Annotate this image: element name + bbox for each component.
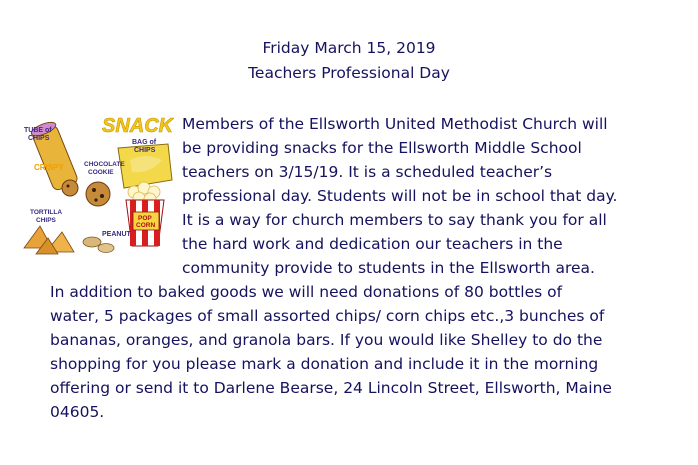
popcorn-label: POP CORN xyxy=(136,215,156,229)
intro-line: teachers on 3/15/19. It is a scheduled teacher’s xyxy=(182,163,553,181)
tortilla-label: TORTILLA CHIPS xyxy=(30,209,62,224)
intro-line: It is a way for church members to say thank you for all xyxy=(182,211,607,229)
donation-line: offering or send it to Darlene Bearse, 24 Lincoln Street, Ellsworth, Maine xyxy=(50,379,612,397)
intro-line: community provide to students in the Ellsworth area. xyxy=(182,259,595,277)
peanut-image xyxy=(83,231,132,253)
donation-line: In addition to baked goods we will need donations of 80 bottles of xyxy=(50,283,563,301)
popcorn-image xyxy=(126,182,164,246)
tube-label: TUBE of CHIPS xyxy=(24,127,52,142)
tortilla-chips-image xyxy=(24,209,74,254)
donation-line: bananas, oranges, and granola bars. If you would like Shelley to do the xyxy=(50,331,603,349)
donation-line: 04605. xyxy=(50,403,105,421)
intro-line: Members of the Ellsworth United Methodist Church will xyxy=(182,115,608,133)
heading xyxy=(0,36,698,86)
cookie-label: CHOCOLATE COOKIE xyxy=(84,161,125,176)
donation-line: shopping for you please mark a donation and include it in the morning xyxy=(50,355,599,373)
crispy-label: CRISPY xyxy=(34,163,64,172)
snack-title: SNACK xyxy=(102,115,174,137)
intro-line: the hard work and dedication our teachers in the xyxy=(182,235,563,253)
event-date: Friday March 15, 2019 xyxy=(262,39,436,57)
intro-line: be providing snacks for the Ellsworth Middle School xyxy=(182,139,582,157)
bag-label: BAG of CHIPS xyxy=(132,139,157,154)
donation-paragraph xyxy=(50,280,690,424)
event-title: Teachers Professional Day xyxy=(248,64,450,82)
snack-clipart xyxy=(22,108,174,256)
donation-line: water, 5 packages of small assorted chips/ corn chips etc.,3 bunches of xyxy=(50,307,605,325)
intro-paragraph xyxy=(182,112,698,280)
peanut-label: PEANUT xyxy=(102,231,131,238)
intro-line: professional day. Students will not be in school that day. xyxy=(182,187,618,205)
